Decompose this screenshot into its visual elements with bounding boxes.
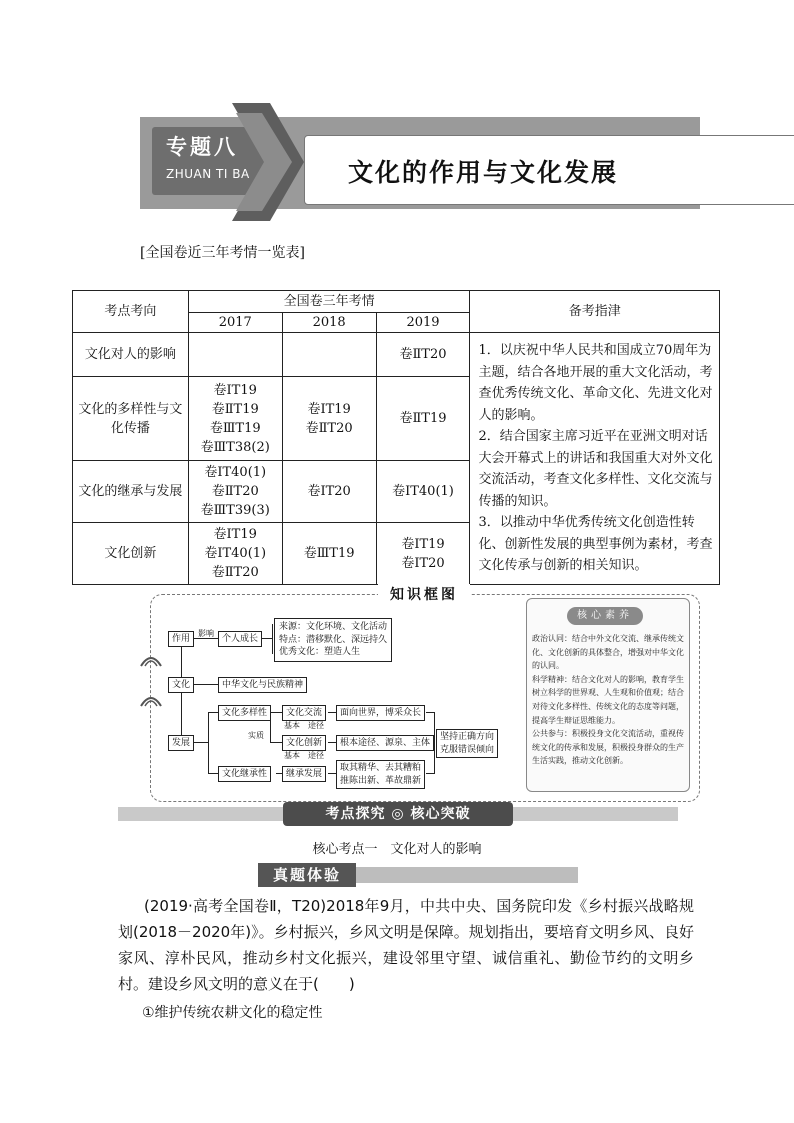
cell-2018: 卷ⅠT20 [282, 461, 376, 523]
node-geren: 个人成长 [218, 631, 262, 647]
header-exam-group: 全国卷三年考情 [188, 291, 470, 313]
node-jichengfazhan: 继承发展 [282, 766, 326, 782]
cell-2017: 卷ⅠT19 卷ⅠT40(1) 卷ⅡT20 [188, 523, 282, 585]
node-fazhan: 发展 [168, 735, 194, 751]
topic-cell: 文化创新 [73, 523, 189, 585]
node-genben: 根本途径、源泉、主体 [336, 735, 434, 751]
node-mianxiang: 面向世界，博采众长 [336, 705, 425, 721]
header-year: 2018 [282, 313, 376, 333]
label-jiben1: 基本 [284, 721, 300, 730]
core-literacy-text: 政治认同：结合中外文化交流、继承传统文化、文化创新的具体整合，增强对中华文化的认同。 科学精神：结合文化对人的影响，教育学生树立科学的世界观、人生观和价值观；结合对待文化多样性、传统文化的态度等问题，提高学生辩证思维能力。 公共参与：积极投身文化交流活动，重视传统文化的传承和发展，积极投身群众的生产生活实践，推动文化创新。 [532, 634, 684, 766]
node-wenhua: 文化 [168, 677, 194, 693]
node-duoyang: 文化多样性 [218, 705, 271, 721]
topic-cell: 文化的继承与发展 [73, 461, 189, 523]
knowledge-framework-title: 知识框图 [378, 584, 470, 606]
table-row [73, 333, 720, 377]
node-jicheng: 文化继承性 [218, 766, 271, 782]
kefu-text: 克服错误倾向 [440, 744, 495, 755]
header-year: 2019 [376, 313, 470, 333]
cell-2017: 卷ⅠT19 卷ⅡT19 卷ⅢT19 卷ⅢT38(2) [188, 377, 282, 461]
chevron-arrow-icon [232, 103, 304, 221]
node-personal-growth-details [274, 618, 392, 662]
cell-2018 [282, 333, 376, 377]
node-inherit-method [336, 760, 425, 789]
cell-2017 [188, 333, 282, 377]
decorative-arch-icon [138, 648, 164, 712]
tedian-text: 特点：潜移默化、深远持久 [279, 634, 388, 645]
youxiu-text: 优秀文化：塑造人生 [279, 647, 361, 657]
header-guide: 备考指津 [470, 291, 720, 333]
cell-2019: 卷ⅠT40(1) [376, 461, 470, 523]
chapter-banner [140, 103, 700, 221]
topic-cell: 文化的多样性与文化传播 [73, 377, 189, 461]
cell-2019: 卷ⅠT19 卷ⅠT20 [376, 523, 470, 585]
chapter-pinyin: ZHUAN TI BA [166, 167, 250, 181]
header-year: 2017 [188, 313, 282, 333]
core-literacy-title: 核心素养 [567, 607, 643, 625]
cell-2017: 卷ⅠT40(1) 卷ⅡT20 卷ⅢT39(3) [188, 461, 282, 523]
header-topic: 考点考向 [73, 291, 189, 333]
guide-cell: 1．以庆祝中华人民共和国成立70周年为主题，结合各地开展的重大文化活动，考查优秀传统文化、革命文化、先进文化对人的影响。 2．结合国家主席习近平在亚洲文明对话大会开幕式上的讲话和我国重大对外文化交流活动，考查文化多样性、文化交流与传播的知识。 3．以推动中华优秀传统文化创造性转化、创新性发展的典型事例为素材，考查文化传承与创新的相关知识。 [470, 333, 720, 585]
cell-2018: 卷ⅠT19 卷ⅡT20 [282, 377, 376, 461]
topic-cell: 文化对人的影响 [73, 333, 189, 377]
exam-overview-table [72, 290, 720, 585]
question-stem [118, 893, 694, 997]
overview-caption: [全国卷近三年考情一览表] [140, 245, 305, 261]
jianchi-text: 坚持正确方向 [440, 732, 495, 742]
cell-2019: 卷ⅡT19 [376, 377, 470, 461]
question-text: (2019·高考全国卷Ⅱ，T20)2018年9月，中共中央、国务院印发《乡村振兴战略规划(2018－2020年)》。乡村振兴，乡风文明是保障。规划指出，要培育文明乡风、良好家风、淳朴民风，推动乡村文化振兴，建设邻里守望、诚信重礼、勤俭节约的文明乡村。建设乡风文明的意义在于( ) [118, 897, 694, 993]
label-tujing1: 途径 [308, 721, 324, 730]
tuichen-text: 推陈出新、革故鼎新 [340, 775, 422, 786]
cell-2019: 卷ⅡT20 [376, 333, 470, 377]
core-point-heading: 核心考点一 文化对人的影响 [312, 842, 482, 857]
label-tujing2: 途径 [308, 751, 324, 760]
label-shizhi: 实质 [248, 731, 264, 740]
chapter-number: 专题八 [166, 135, 238, 159]
node-direction [436, 729, 498, 758]
zhenti-section-label: 真题体验 [258, 863, 356, 887]
probe-section-label: 考点探究 ◎ 核心突破 [283, 802, 513, 826]
chapter-title: 文化的作用与文化发展 [348, 158, 619, 187]
label-yingxiang: 影响 [198, 629, 214, 638]
node-minzu: 中华文化与民族精神 [218, 677, 307, 693]
laiyuan-text: 来源：文化环境、文化活动 [279, 622, 388, 632]
cell-2018: 卷ⅢT19 [282, 523, 376, 585]
node-jiaoliu: 文化交流 [282, 705, 326, 721]
label-jiben2: 基本 [284, 751, 300, 760]
node-chuangxin: 文化创新 [282, 735, 326, 751]
answer-option-1: ①维护传统农耕文化的稳定性 [142, 1005, 323, 1021]
node-zuoyong: 作用 [168, 631, 194, 647]
quqi-text: 取其精华、去其糟粕 [340, 763, 422, 773]
